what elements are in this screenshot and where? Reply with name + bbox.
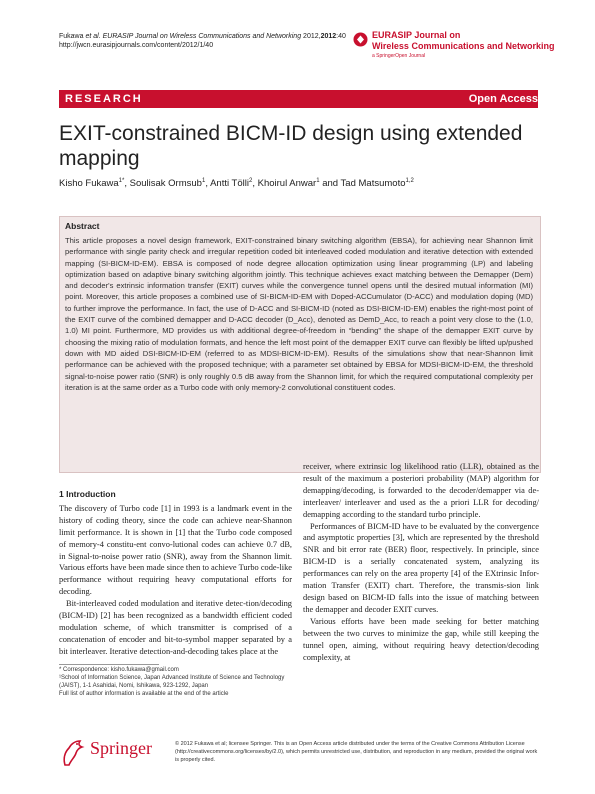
journal-subtitle: a SpringerOpen Journal: [372, 53, 426, 59]
author-affiliation-mark: 1: [316, 178, 320, 184]
article-title: EXIT-constrained BICM-ID design using extended mapping: [59, 122, 523, 170]
author-name: Khoirul Anwar: [257, 178, 317, 190]
citation-etal: et al.: [85, 33, 101, 40]
body-paragraph: Performances of BICM-ID have to be evaluated by the convergence and asymptotic properties [3], which are represented by the threshold SNR and bit error rate (BER) floor, respectively. In principle, since BICM-ID is a serially concatenated system, analyzing its performances can rely on the area property [4] of the EXtrinsic Infor-mation Transfer (EXIT) chart. Therefore, the transmis-sion link design based on BICM-ID falls into the issue of matching between the demapper and decoder EXIT curves.: [303, 521, 539, 614]
author-affiliation-mark: 2: [248, 178, 253, 184]
article-type-label: RESEARCH: [65, 93, 143, 105]
article-url[interactable]: http://jwcn.eurasipjournals.com/content/2012/1/40: [59, 42, 214, 49]
author-affiliation-mark: 1*: [118, 178, 125, 184]
open-access-label: Open Access: [468, 93, 538, 105]
citation-authors: Fukawa: [59, 33, 84, 40]
citation-article: :40: [336, 33, 346, 40]
author-affiliation-mark: 1,2: [405, 178, 414, 184]
author-separator: and: [319, 178, 341, 190]
journal-title-line1: EURASIP Journal on: [372, 30, 461, 40]
body-paragraph: receiver, where extrinsic log likelihood ratio (LLR), obtained as the result of the maximum a posteriori probability (MAP) algorithm for demapping/decoding, is forwarded to the decoder/demapper via de-interleaver/ interleaver and used as the a priori LLR for decoding/ demapping according to the standard turbo principle.: [303, 462, 539, 519]
journal-logo-icon: [353, 32, 368, 47]
body-paragraph: Various efforts have been made seeking for better matching between the two curves to minimize the gap, while still keeping the tunnel open, aiming, without requiring heavy detection/decoding complexity, at: [303, 616, 539, 662]
author-separator: ,: [252, 178, 258, 190]
correspondence-note: * Correspondence: kisho.fukawa@gmail.com: [59, 667, 179, 673]
body-paragraph: Bit-interleaved coded modulation and iterative detec-tion/decoding (BICM-ID) [2] has been recognized as a bandwidth efficient coded modulation scheme, of which transmitter is comprised of a concatenation of encoder and bit-to-symbol mapper separated by a bit interleaver. Iterative detection-and-decoding takes place at the: [59, 599, 292, 656]
author-affiliation-mark: 1: [201, 178, 206, 184]
citation-journal: EURASIP Journal on Wireless Communications and Networking: [102, 33, 302, 40]
author-name: Soulisak Ormsub: [129, 178, 202, 190]
section-heading: 1 Introduction: [59, 489, 116, 499]
author-separator: ,: [124, 178, 130, 190]
body-column-right: [303, 461, 539, 663]
citation-year: 2012,: [303, 33, 321, 40]
citation-number: 2012: [320, 33, 337, 40]
running-citation: [59, 32, 346, 41]
author-info-note: Full list of author information is available at the end of the article: [59, 691, 229, 697]
author-name: Tad Matsumoto: [340, 178, 406, 190]
footnote-divider: [59, 664, 159, 665]
body-paragraph: The discovery of Turbo code [1] in 1993 is a landmark event in the history of coding theory, since the code can achieve near-Shannon limit performance. It is shown in [1] that the Turbo code composed of memory-4 constitu-ent convo-lutional codes can achieve 0.7 dB, in Signal-to-noise power ratio (SNR), away from the Shannon limit. Various efforts have been made since then to achieve Turbo code-like performance without requiring heavy computational efforts for decoding.: [59, 503, 292, 597]
affiliation-note: ¹School of Information Science, Japan Advanced Institute of Science and Technology (JAIST), 1-1 Asahidai, Nomi, Ishikawa, 923-1292, Japan: [59, 675, 285, 689]
author-separator: ,: [205, 178, 211, 190]
springer-horse-icon: [59, 738, 87, 768]
author-name: Kisho Fukawa: [59, 178, 119, 190]
abstract-text: This article proposes a novel design framework, EXIT-constrained binary switching algorithm (EBSA), for achieving near Shannon limit performance with single parity check and irregular repetition coded bit interleaved coded modulation and iterative detection with extended mapping (SI-BICM-ID-EM). EBSA is composed of node degree allocation optimization using linear programming (LP) and labeling optimization based on adaptive binary switching algorithm jointly. This technique achieves exact matching between the Demapper (Dem) and decoder's extrinsic information transfer (EXIT) curves while the convergence tunnel opens until the desired mutual information (MI) point. Moreover, this article proposes a combined use of SI-BICM-ID-EM with Doped-ACCumulator (D-ACC) and modulation doping (MD) to further improve the performance. In fact, the use of D-ACC and SI-BICM-ID (noted as DSI-BICM-ID-EM) enables the right-most point of the EXIT curve of the combined demapper and D-ACC decoder (D_Acc), denoted as DemD_Acc, to reach a point very close to the (1.0, 1.0) MI point. Furthermore, MD provides us with additional degree-of-freedom in “bending” the shape of the demapper EXIT curve by choosing the mixing ratio of modulation formats, and hence the left most point of the demapper EXIT curve can flexibly be lifted up/pushed down with MD aided DSI-BICM-ID-EM (referred to as MDSI-BICM-ID-EM). Results of the simulations show that near-Shannon limit performance can be achieved with the proposed technique; with a parameter set obtained by EBSA for MDSI-BICM-ID-EM, the threshold signal-to-noise power ratio (SNR) is only roughly 0.5 dB away from the Shannon limit, for which the required computational complexity per iteration is at the same order as a Turbo code with only memory-2 convolutional constituent codes.: [65, 236, 533, 392]
journal-title: [372, 30, 554, 51]
journal-title-line2: Wireless Communications and Networking: [372, 40, 555, 51]
abstract-heading: Abstract: [65, 221, 100, 231]
author-list: [59, 178, 414, 189]
footnote: [59, 666, 292, 698]
body-column-left: [59, 489, 292, 658]
publisher-name: Springer: [90, 738, 152, 758]
author-name: Antti Tölli: [210, 178, 249, 190]
license-statement: © 2012 Fukawa et al; licensee Springer. This is an Open Access article distributed under the terms of the Creative Commons Attribution License (http://creativecommons.org/licenses/by/2.0), which permits unrestricted use, distribution, and reproduction in any medium, provided the original work is properly cited.: [175, 741, 538, 763]
